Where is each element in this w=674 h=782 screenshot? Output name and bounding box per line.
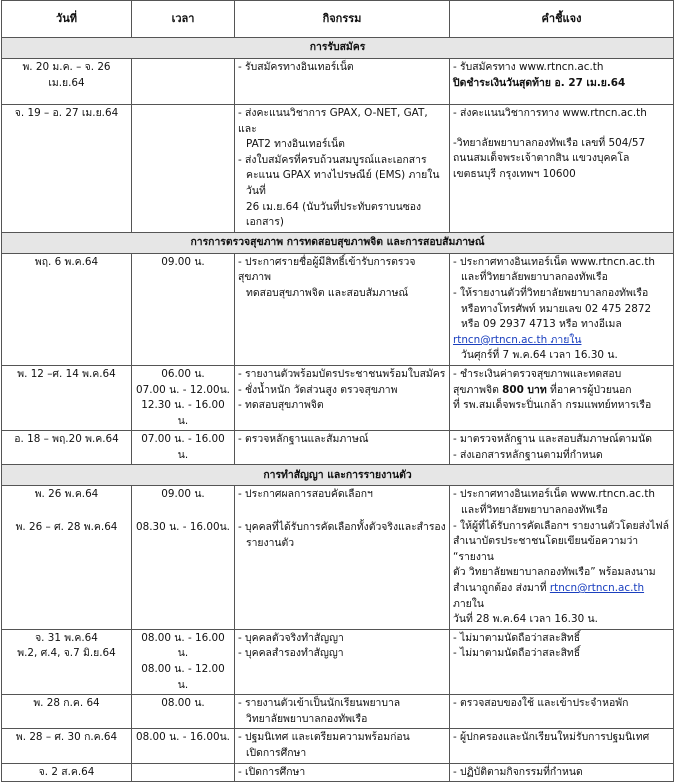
activity-line: เปิดการศึกษา xyxy=(246,746,307,759)
table-row xyxy=(2,105,674,233)
note-cell xyxy=(450,59,674,105)
activity-cell xyxy=(235,629,450,694)
date-cell: จ. 19 – อ. 27 เม.ย.64 xyxy=(2,105,132,233)
note-line: - ให้ผู้ที่ได้รับการคัดเลือกฯ รายงานตัวโดยส่งไฟล์ xyxy=(453,519,669,532)
note-line: - ให้รายงานตัวที่วิทยาลัยพยาบาลกองทัพเรือ xyxy=(453,286,649,299)
fee-amount: 800 บาท xyxy=(502,383,547,396)
email-link[interactable]: rtncn@rtncn.ac.th xyxy=(549,582,645,595)
date-cell xyxy=(2,486,132,629)
date-cell: พ. 28 – ศ. 30 ก.ค.64 xyxy=(2,729,132,763)
table-row xyxy=(2,486,674,629)
time-cell xyxy=(132,763,235,782)
activity-line: วิทยาลัยพยาบาลกองทัพเรือ xyxy=(246,712,368,725)
table-row xyxy=(2,59,674,105)
activity-line: - รายงานตัวพร้อมบัตรประชาชนพร้อมใบสมัคร xyxy=(238,367,446,380)
note-cell: - ปฏิบัติตามกิจกรรมที่กำหนด xyxy=(450,763,674,782)
note-line: - ประกาศทางอินเทอร์เน็ต www.rtncn.ac.th xyxy=(453,255,655,268)
note-line: - ไม่มาตามนัดถือว่าสละสิทธิ์ xyxy=(453,647,581,660)
activity-line: คะแนน GPAX ทางไปรษณีย์ (EMS) ภายในวันที่ xyxy=(246,169,440,197)
time-cell: 08.00 น. - 16.00น. xyxy=(132,729,235,763)
activity-line: - ทดสอบสุขภาพจิต xyxy=(238,399,324,412)
note-line: ถนนสมเด็จพระเจ้าตากสิน แขวงบุคคโล xyxy=(453,152,630,165)
date-line: พ.2, ศ.4, จ.7 มิ.ย.64 xyxy=(17,647,116,660)
activity-cell xyxy=(235,105,450,233)
note-cell xyxy=(450,629,674,694)
time-line: 08.00 น. - 16.00 น. xyxy=(141,631,225,660)
activity-line: 26 เม.ย.64 (นับวันที่ประทับตราบนซองเอกสาร) xyxy=(246,200,422,229)
activity-cell xyxy=(235,695,450,729)
activity-cell: - เปิดการศึกษา xyxy=(235,763,450,782)
activity-line: PAT2 ทางอินเทอร์เน็ต xyxy=(246,138,345,151)
section-health-check: การการตรวจสุขภาพ การทดสอบสุขภาพจิต และการสอบสัมภาษณ์ xyxy=(2,232,674,253)
note-line xyxy=(453,333,670,349)
note-line: - รับสมัครทาง www.rtncn.ac.th xyxy=(453,61,604,73)
note-line: และที่วิทยาลัยพยาบาลกองทัพเรือ xyxy=(461,271,608,284)
note-cell xyxy=(450,431,674,465)
schedule-table xyxy=(1,0,674,782)
time-line: 08.30 น. - 16.00น. xyxy=(136,521,230,534)
note-text: สำเนาถูกต้อง ส่งมาที่ xyxy=(453,582,550,595)
activity-line: - ปฐมนิเทศ และเตรียมความพร้อมก่อน xyxy=(238,731,410,744)
activity-line: - ส่งใบสมัครที่ครบถ้วนสมบูรณ์และเอกสาร xyxy=(238,153,427,166)
note-line: สำเนาบัตรประชาชนโดยเขียนข้อความว่า “รายงาน xyxy=(453,535,639,563)
note-line xyxy=(453,581,670,612)
time-cell: 08.00 น. xyxy=(132,695,235,729)
note-line: - ส่งเอกสารหลักฐานตามที่กำหนด xyxy=(453,448,603,461)
table-row xyxy=(2,629,674,694)
table-row xyxy=(2,763,674,782)
activity-line: รายงานตัว xyxy=(246,536,295,549)
activity-cell xyxy=(235,253,450,365)
note-text: สุขภาพจิต xyxy=(453,383,503,396)
date-cell: พ. 20 ม.ค. – จ. 26 เม.ย.64 xyxy=(2,59,132,105)
activity-cell: - ตรวจหลักฐานและสัมภาษณ์ xyxy=(235,431,450,465)
activity-line: - ส่งคะแนนวิชาการ GPAX, O-NET, GAT, และ xyxy=(238,107,428,135)
note-line: ที่ รพ.สมเด็จพระปิ่นเกล้า กรมแพทย์ทหารเรือ xyxy=(453,399,652,412)
time-cell: 09.00 น. xyxy=(132,253,235,365)
time-cell xyxy=(132,629,235,694)
note-cell xyxy=(450,486,674,629)
header-activity: กิจกรรม xyxy=(235,1,450,38)
activity-line: - บุคคลที่ได้รับการคัดเลือกทั้งตัวจริงและสำรอง xyxy=(238,521,446,534)
header-date: วันที่ xyxy=(2,1,132,38)
table-row xyxy=(2,365,674,430)
table-row xyxy=(2,695,674,729)
note-text: ภายใน xyxy=(547,333,582,346)
time-line: 12.30 น. - 16.00 น. xyxy=(141,399,225,427)
note-text: ที่อาคารผู้ป่วยนอก xyxy=(546,383,632,396)
activity-line: - บุคคลสำรองทำสัญญา xyxy=(238,647,344,660)
header-row xyxy=(2,1,674,38)
header-note: คำชี้แจง xyxy=(450,1,674,38)
date-cell: อ. 18 – พฤ.20 พ.ค.64 xyxy=(2,431,132,465)
note-cell: - ผู้ปกครองและนักเรียนใหม่รับการปฐมนิเทศ xyxy=(450,729,674,763)
time-cell xyxy=(132,59,235,105)
activity-cell xyxy=(235,365,450,430)
time-cell xyxy=(132,365,235,430)
activity-cell xyxy=(235,486,450,629)
section-row xyxy=(2,465,674,486)
email-link[interactable]: rtncn@rtncn.ac.th xyxy=(453,333,548,346)
activity-line: - ประกาศผลการสอบคัดเลือกฯ xyxy=(238,488,373,501)
date-cell xyxy=(2,629,132,694)
note-line: หรือทางโทรศัพท์ หมายเลข 02 475 2872 xyxy=(461,302,652,315)
date-cell: จ. 2 ส.ค.64 xyxy=(2,763,132,782)
note-cell: - ตรวจสอบของใช้ และเข้าประจำหอพัก xyxy=(450,695,674,729)
activity-line: ทดสอบสุขภาพจิต และสอบสัมภาษณ์ xyxy=(246,286,409,299)
activity-cell xyxy=(235,729,450,763)
note-line: -วิทยาลัยพยาบาลกองทัพเรือ เลขที่ 504/57 xyxy=(453,136,646,149)
note-line: ปิดชำระเงินวันสุดท้าย อ. 27 เม.ย.64 xyxy=(453,76,626,89)
table-row xyxy=(2,253,674,365)
note-line: - มาตรวจหลักฐาน และสอบสัมภาษณ์ตามนัด xyxy=(453,433,652,446)
date-cell: พ. 28 ก.ค. 64 xyxy=(2,695,132,729)
section-contract: การทำสัญญา และการรายงานตัว xyxy=(2,465,674,486)
note-line: - ชำระเงินค่าตรวจสุขภาพและทดสอบ xyxy=(453,367,622,380)
note-cell xyxy=(450,105,674,233)
note-line: วันศุกร์ที่ 7 พ.ค.64 เวลา 16.30 น. xyxy=(461,349,618,362)
note-line: เขตธนบุรี กรุงเทพฯ 10600 xyxy=(453,167,576,180)
note-line: และที่วิทยาลัยพยาบาลกองทัพเรือ xyxy=(461,504,608,517)
time-line: 06.00 น. xyxy=(161,367,205,380)
time-cell xyxy=(132,105,235,233)
note-line: - ไม่มาตามนัดถือว่าสละสิทธิ์ xyxy=(453,631,581,644)
note-text: ภายใน xyxy=(453,597,484,610)
time-line: 08.00 น. - 12.00 น. xyxy=(141,663,225,691)
section-row xyxy=(2,38,674,59)
note-line: วันที่ 28 พ.ค.64 เวลา 16.30 น. xyxy=(453,613,598,626)
note-line xyxy=(453,383,670,399)
note-cell xyxy=(450,253,674,365)
time-line: 09.00 น. xyxy=(161,488,205,501)
section-row xyxy=(2,232,674,253)
activity-line: - ประกาศรายชื่อผู้มีสิทธิ์เข้ารับการตรวจสุขภาพ xyxy=(238,255,416,284)
table-row xyxy=(2,431,674,465)
note-line: ตัว วิทยาลัยพยาบาลกองทัพเรือ” พร้อมลงนาม xyxy=(453,566,656,579)
time-cell xyxy=(132,486,235,629)
date-cell: พฤ. 6 พ.ค.64 xyxy=(2,253,132,365)
note-line: - ส่งคะแนนวิชาการทาง www.rtncn.ac.th xyxy=(453,107,647,119)
date-cell: พ. 12 –ศ. 14 พ.ค.64 xyxy=(2,365,132,430)
note-cell xyxy=(450,365,674,430)
time-line: 07.00 น. - 12.00น. xyxy=(136,383,230,396)
note-line: - ประกาศทางอินเทอร์เน็ต www.rtncn.ac.th xyxy=(453,488,655,501)
date-line: พ. 26 – ศ. 28 พ.ค.64 xyxy=(15,521,118,534)
table-row xyxy=(2,729,674,763)
activity-line: - รายงานตัวเข้าเป็นนักเรียนพยาบาล xyxy=(238,697,401,710)
time-cell: 07.00 น. - 16.00 น. xyxy=(132,431,235,465)
header-time: เวลา xyxy=(132,1,235,38)
date-line: พ. 26 พ.ค.64 xyxy=(34,488,99,501)
activity-line: - บุคคลตัวจริงทำสัญญา xyxy=(238,631,344,644)
activity-cell: - รับสมัครทางอินเทอร์เน็ต xyxy=(235,59,450,105)
activity-line: - ชั่งน้ำหนัก วัดส่วนสูง ตรวจสุขภาพ xyxy=(238,383,398,396)
note-line: หรือ 09 2937 4713 หรือ ทางอีเมล xyxy=(461,318,622,331)
date-line: จ. 31 พ.ค.64 xyxy=(35,631,98,644)
section-application: การรับสมัคร xyxy=(2,38,674,59)
